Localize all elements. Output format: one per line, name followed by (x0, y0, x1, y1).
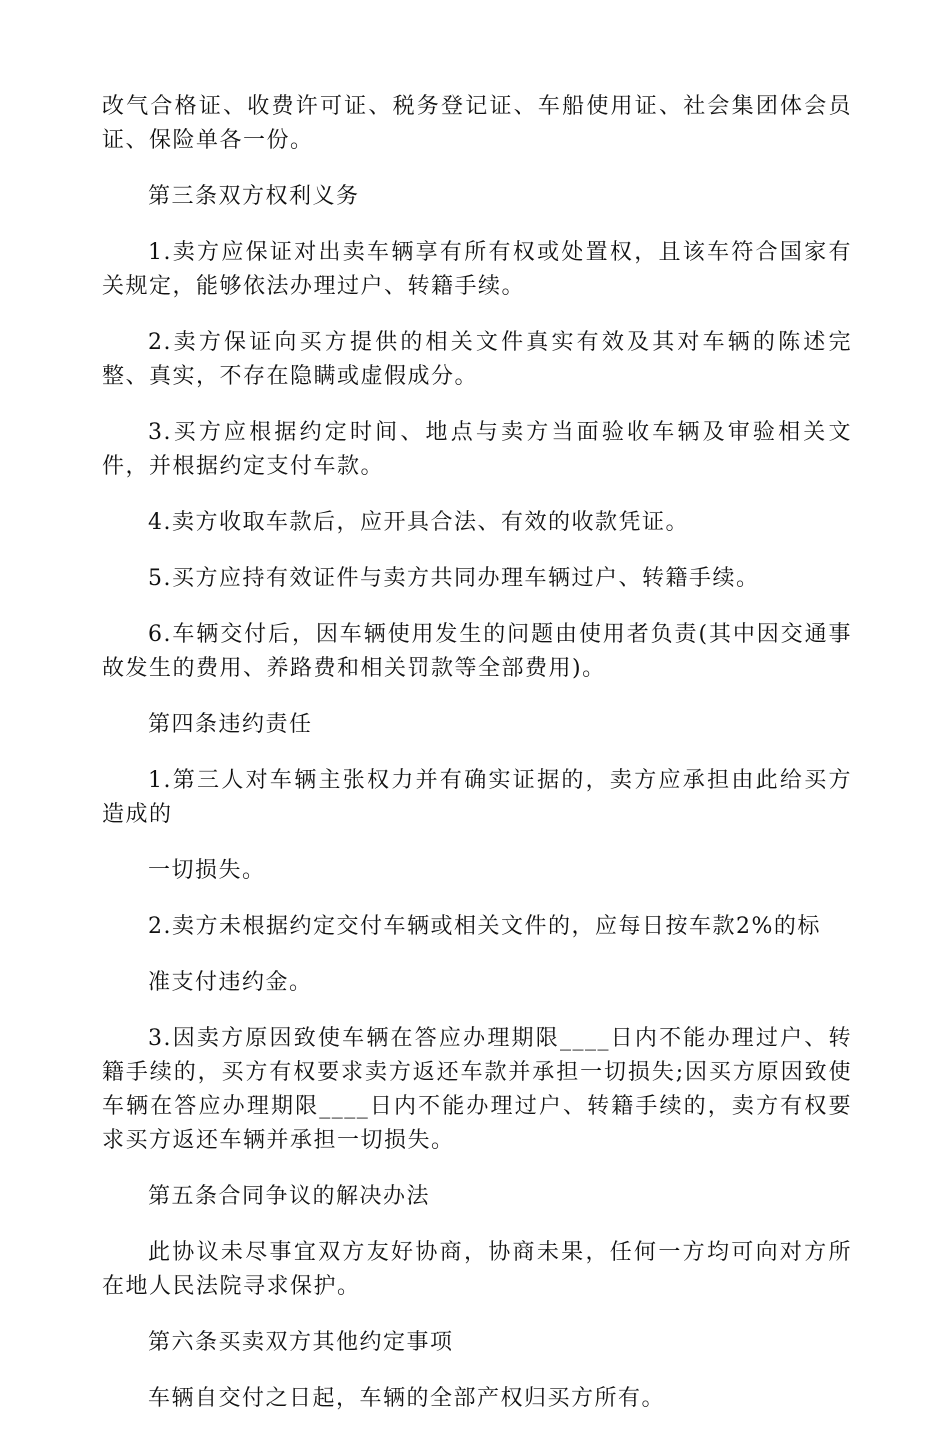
section-heading-6: 第六条买卖双方其他约定事项 (148, 1330, 454, 1355)
clause-4-1: 1.第三人对车辆主张权力并有确实证据的，卖方应承担由此给买方造成的 (102, 768, 852, 827)
clause-4-2: 2.卖方未根据约定交付车辆或相关文件的，应每日按车款2%的标 (148, 914, 821, 939)
section-heading-5: 第五条合同争议的解决办法 (148, 1184, 431, 1209)
section-heading-4: 第四条违约责任 (148, 712, 313, 737)
clause-3-2: 2.卖方保证向买方提供的相关文件真实有效及其对车辆的陈述完整、真实，不存在隐瞒或虚假成分。 (102, 330, 852, 389)
clause-5-body: 此协议未尽事宜双方友好协商，协商未果，任何一方均可向对方所在地人民法院寻求保护。 (102, 1240, 852, 1299)
clause-3-5: 5.买方应持有效证件与卖方共同办理车辆过户、转籍手续。 (148, 566, 760, 591)
clause-3-4: 4.卖方收取车款后，应开具合法、有效的收款凭证。 (148, 510, 689, 535)
paragraph-certificates: 改气合格证、收费许可证、税务登记证、车船使用证、社会集团体会员证、保险单各一份。 (102, 94, 852, 153)
clause-3-1: 1.卖方应保证对出卖车辆享有所有权或处置权，且该车符合国家有关规定，能够依法办理过户、转籍手续。 (102, 240, 852, 299)
clause-6-body: 车辆自交付之日起，车辆的全部产权归买方所有。 (148, 1386, 666, 1411)
clause-3-3: 3.买方应根据约定时间、地点与卖方当面验收车辆及审验相关文件，并根据约定支付车款。 (102, 420, 852, 479)
clause-4-3: 3.因卖方原因致使车辆在答应办理期限____日内不能办理过户、转籍手续的，买方有权要求卖方返还车款并承担一切损失;因买方原因致使车辆在答应办理期限____日内不能办理过户、转籍手续的，卖方有权要求买方返还车辆并承担一切损失。 (102, 1026, 852, 1153)
document-body (102, 90, 852, 1438)
clause-4-1-continued: 一切损失。 (148, 858, 266, 883)
clause-4-2-continued: 准支付违约金。 (148, 970, 313, 995)
clause-3-6: 6.车辆交付后，因车辆使用发生的问题由使用者负责(其中因交通事故发生的费用、养路费和相关罚款等全部费用)。 (102, 622, 852, 681)
section-heading-3: 第三条双方权利义务 (148, 184, 360, 209)
